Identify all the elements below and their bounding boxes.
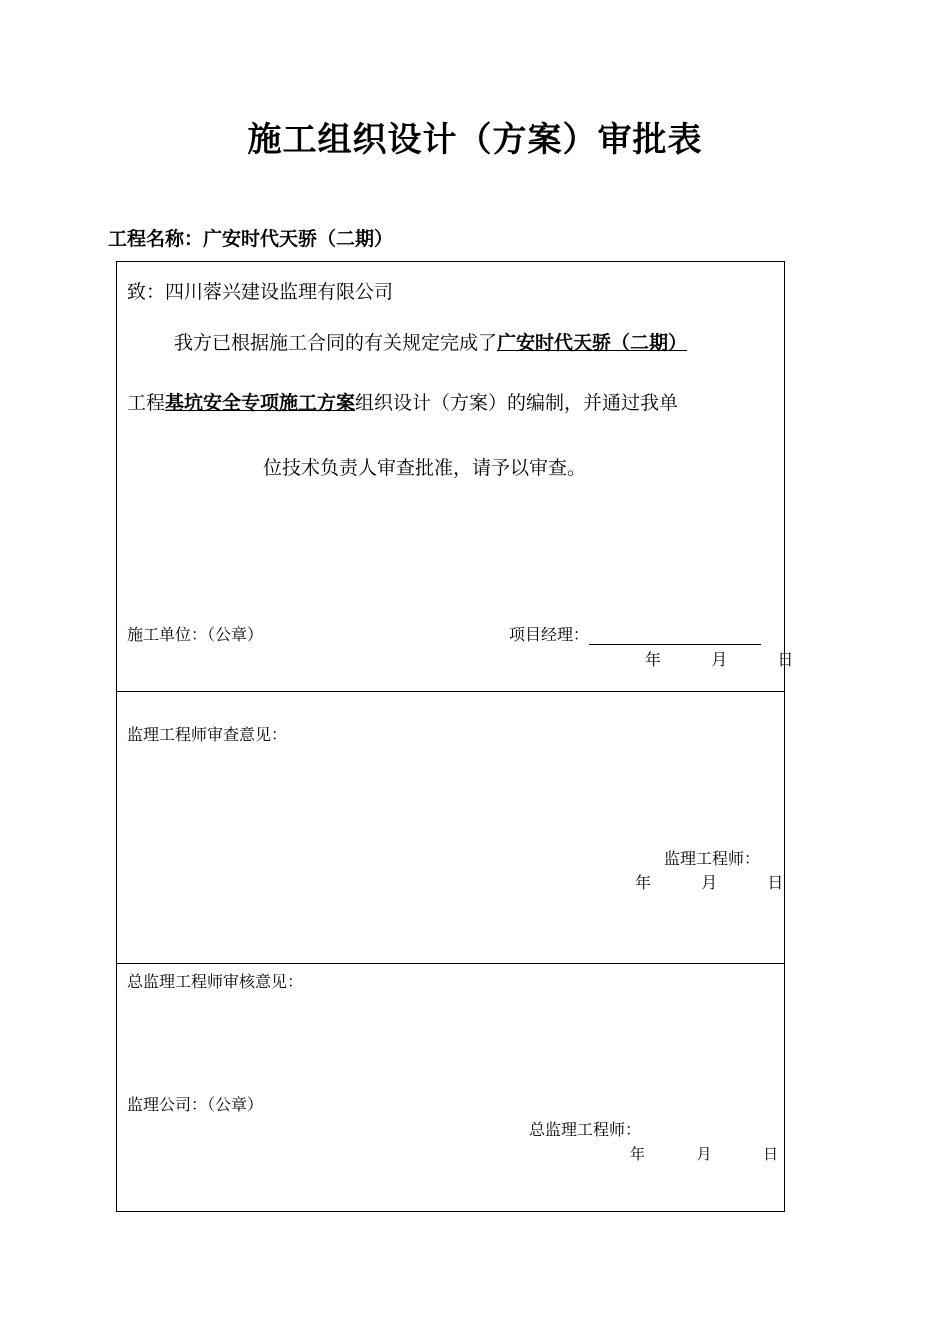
body-text-b: 工程	[127, 392, 166, 414]
submission-section	[117, 262, 794, 692]
chief-review-date	[630, 1143, 778, 1164]
body-project-name: 广安时代天骄（二期）	[497, 332, 688, 354]
project-label: 工程名称：	[108, 228, 204, 250]
submission-date	[645, 647, 793, 670]
engineer-review-section	[117, 692, 784, 964]
construction-unit-seal: 施工单位：（公章）	[127, 625, 264, 644]
engineer-signer-label: 监理工程师：	[664, 849, 761, 868]
body-text-c: 组织设计（方案）的编制，并通过我单	[355, 392, 679, 414]
body-line-3: 位技术负责人审查批准，请予以审查。	[263, 457, 587, 479]
project-manager-label: 项目经理：	[509, 625, 590, 644]
date-month: 月	[701, 873, 718, 892]
date-month: 月	[711, 650, 728, 669]
addressee-line	[127, 277, 393, 304]
date-year: 年	[645, 650, 662, 669]
chief-engineer-review-section	[117, 964, 784, 1213]
date-year: 年	[635, 873, 652, 892]
supervision-company-seal: 监理公司：（公章）	[127, 1095, 264, 1114]
project-name: 广安时代天骄（二期）	[203, 228, 394, 250]
date-year: 年	[630, 1145, 646, 1163]
page-title: 施工组织设计（方案）审批表	[247, 120, 703, 160]
date-day: 日	[777, 650, 794, 669]
engineer-review-heading: 监理工程师审查意见：	[127, 725, 288, 744]
body-line-2	[127, 388, 678, 415]
date-day: 日	[763, 1145, 779, 1163]
date-month: 月	[696, 1145, 712, 1163]
body-text-a: 我方已根据施工合同的有关规定完成了	[174, 332, 498, 354]
approval-form	[116, 261, 794, 1212]
body-line-1	[174, 328, 687, 355]
addressee: 四川蓉兴建设监理有限公司	[165, 281, 394, 303]
to-label: 致：	[127, 281, 166, 303]
chief-review-heading: 总监理工程师审核意见：	[127, 972, 304, 991]
date-day: 日	[767, 873, 784, 892]
project-name-line	[108, 224, 393, 251]
body-plan-name: 基坑安全专项施工方案	[165, 392, 356, 414]
engineer-review-date	[635, 870, 783, 893]
chief-engineer-signer-label: 总监理工程师：	[529, 1120, 642, 1139]
project-manager-line	[509, 622, 761, 645]
project-manager-signature-field[interactable]	[589, 626, 761, 645]
